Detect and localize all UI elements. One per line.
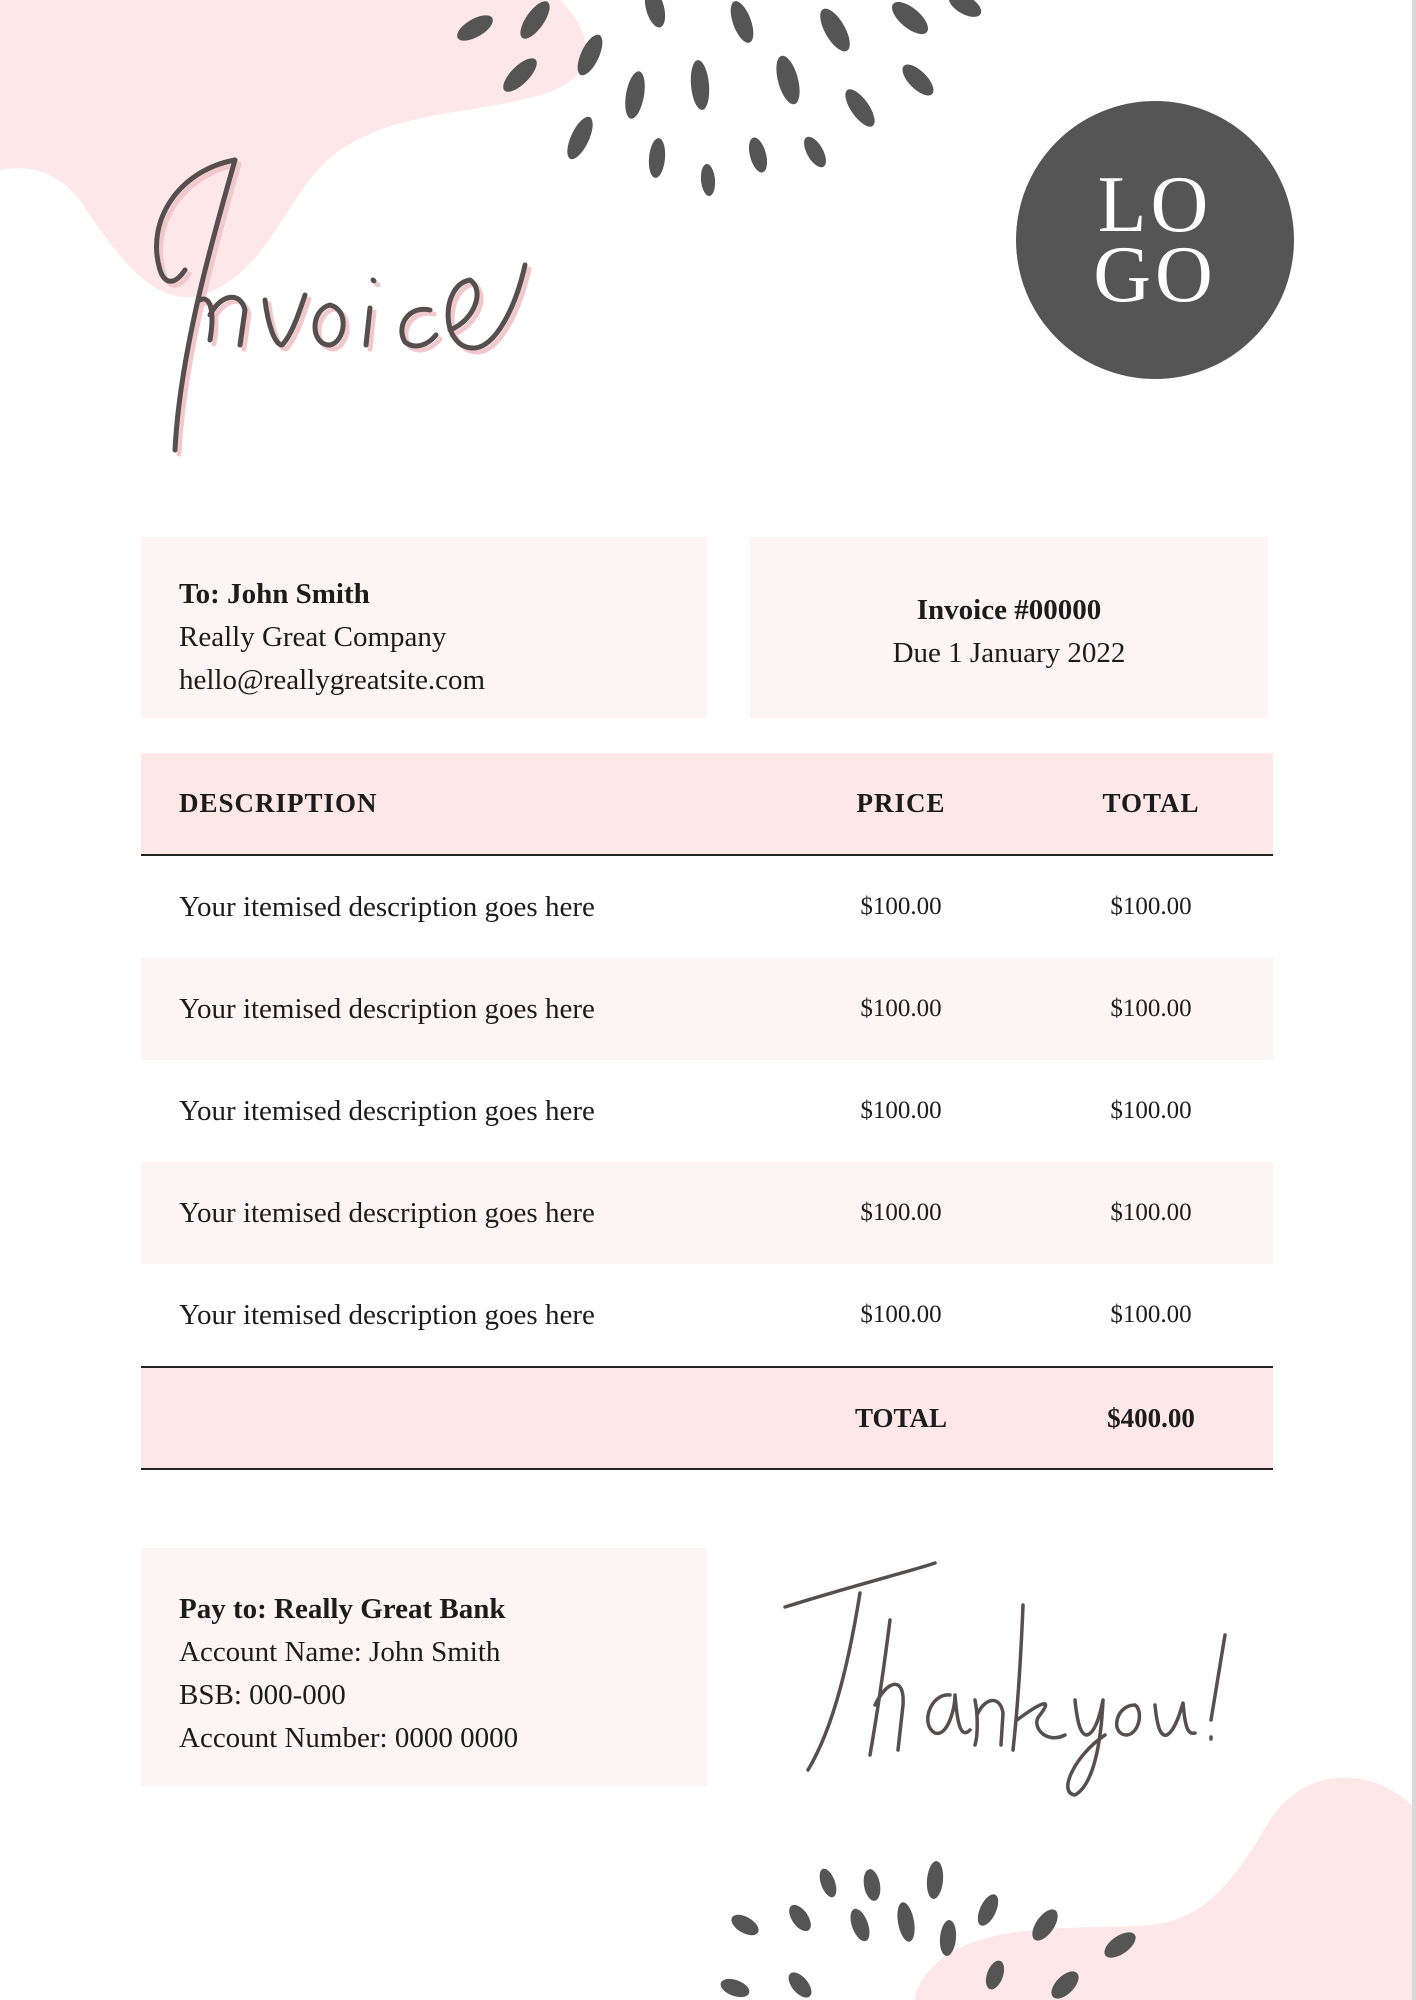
invoice-info-box [750,537,1268,718]
logo [1016,101,1294,379]
table-row [141,1060,1273,1162]
row-price: $100.00 [860,995,942,1022]
thank-you-message [775,1545,1245,1825]
row-description: Your itemised description goes here [179,1298,595,1331]
row-description: Your itemised description goes here [179,992,595,1025]
header-description: DESCRIPTION [179,788,378,818]
dash-cluster-bottom [718,1860,1140,2000]
page-edge [1412,0,1416,2000]
bill-to-email: hello@reallygreatsite.com [179,664,486,696]
bill-to-name: To: John Smith [179,578,370,610]
row-price: $100.00 [860,1199,942,1226]
row-price: $100.00 [860,893,942,920]
footer-total-label: TOTAL [854,1402,948,1433]
row-description: Your itemised description goes here [179,1196,595,1229]
row-description: Your itemised description goes here [179,1094,595,1127]
row-price: $100.00 [860,1301,942,1328]
footer-total-amount: $400.00 [1107,1402,1195,1433]
invoice-title [140,150,620,470]
invoice-table [141,753,1273,1470]
row-total: $100.00 [1110,1097,1192,1124]
header-total: TOTAL [1102,788,1200,818]
logo-line-1: LO [1097,161,1213,249]
table-row [141,1162,1273,1264]
invoice-due-date: Due 1 January 2022 [892,637,1126,669]
row-total: $100.00 [1110,995,1192,1022]
table-row [141,856,1273,958]
row-total: $100.00 [1110,1301,1192,1328]
bill-to-company: Really Great Company [179,621,447,653]
row-total: $100.00 [1110,1199,1192,1226]
payment-box [141,1548,707,1786]
table-row [141,958,1273,1060]
logo-line-2: GO [1093,231,1217,319]
table-row [141,1264,1273,1366]
table-footer [141,1366,1273,1470]
header-price: PRICE [856,788,946,818]
row-price: $100.00 [860,1097,942,1124]
bsb-number: BSB: 000-000 [179,1679,346,1711]
invoice-number: Invoice #00000 [916,594,1102,626]
table-header [141,753,1273,856]
row-total: $100.00 [1110,893,1192,920]
bill-to-box [141,537,707,718]
account-number: Account Number: 0000 0000 [179,1722,519,1754]
row-description: Your itemised description goes here [179,890,595,923]
pay-to-bank: Pay to: Really Great Bank [179,1593,506,1625]
account-name: Account Name: John Smith [179,1636,501,1668]
